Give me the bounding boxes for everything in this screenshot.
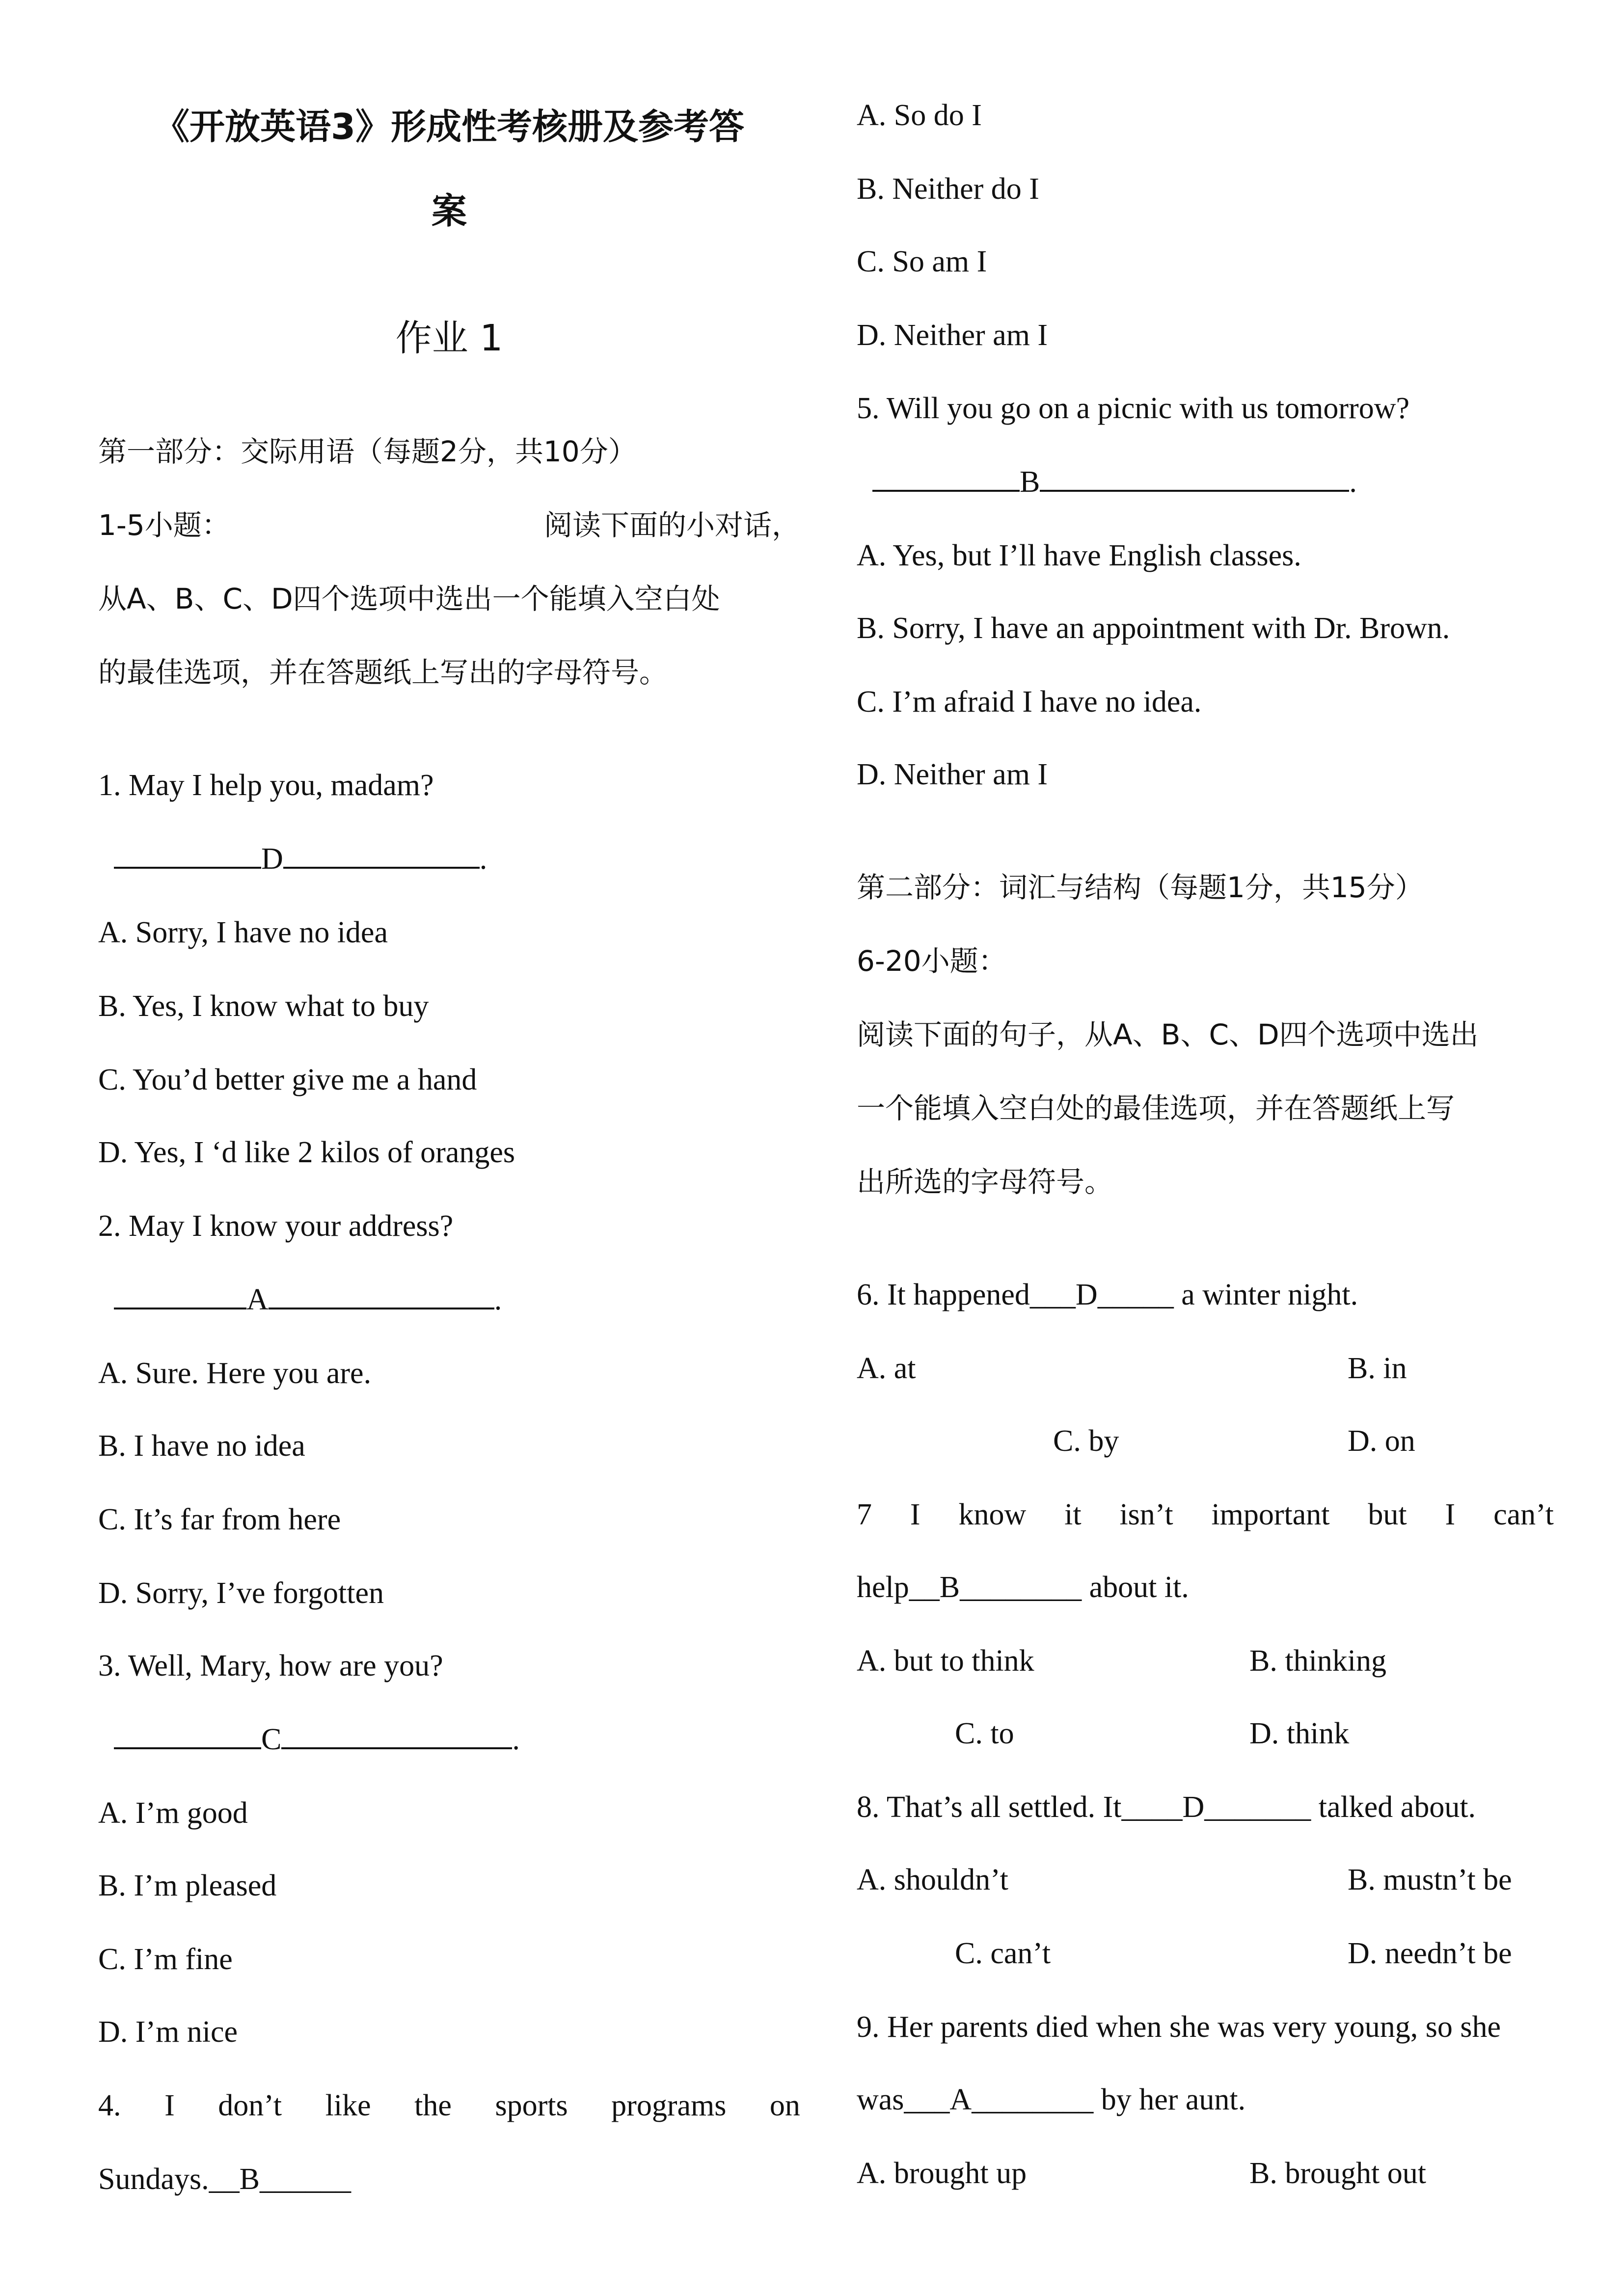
question-7-option-b: B. thinking [1249, 1644, 1387, 1678]
question-9-option-a: A. brought up [857, 2157, 1027, 2190]
question-6-option-a: A. at [857, 1352, 916, 1385]
question-7-word: isn’t [1119, 1498, 1173, 1531]
question-2-answer-line: A . [114, 1280, 502, 1319]
question-4-word: like [325, 2089, 371, 2122]
question-4-option-c: C. So am I [857, 245, 987, 278]
question-1-option-d: D. Yes, I ‘d like 2 kilos of oranges [98, 1136, 515, 1169]
question-7-word: it [1064, 1498, 1082, 1531]
question-3-option-c: C. I’m fine [98, 1943, 233, 1976]
part2-instruction-line3: 出所选的字母符号。 [857, 1165, 1113, 1199]
question-7-word: can’t [1493, 1498, 1554, 1531]
question-7-options-row2 [857, 1714, 1554, 1753]
part1-instruction-line1 [98, 506, 800, 545]
question-5-option-d: D. Neither am I [857, 758, 1048, 791]
question-7-option-c: C. to [955, 1717, 1014, 1750]
question-1-stem: 1. May I help you, madam? [98, 769, 434, 802]
question-4-word: the [414, 2089, 452, 2122]
question-8-option-c: C. can’t [955, 1937, 1051, 1970]
question-1-option-b: B. Yes, I know what to buy [98, 989, 429, 1023]
question-3-option-d: D. I’m nice [98, 2015, 238, 2049]
question-9-option-b: B. brought out [1249, 2157, 1426, 2190]
question-6-options-row2 [857, 1421, 1554, 1461]
question-8-options-row1 [857, 1860, 1554, 1899]
question-6-option-c: C. by [1053, 1424, 1119, 1458]
question-6-option-d: D. on [1348, 1424, 1415, 1458]
assignment-heading: 作业 1 [395, 317, 503, 359]
question-2-option-a: A. Sure. Here you are. [98, 1357, 372, 1390]
question-4-word: sports [495, 2089, 568, 2122]
question-5-answer: B [1020, 465, 1040, 499]
question-3-option-a: A. I’m good [98, 1796, 248, 1830]
part2-instruction-line1: 阅读下面的句子，从A、B、C、D四个选项中选出 [857, 1018, 1479, 1051]
question-4-word: on [769, 2089, 800, 2122]
question-7-word: I [1445, 1498, 1456, 1531]
question-4-option-b: B. Neither do I [857, 172, 1039, 206]
question-4-word: I [164, 2089, 175, 2122]
question-5-option-c: C. I’m afraid I have no idea. [857, 685, 1202, 719]
part2-instruction-line2: 一个能填入空白处的最佳选项，并在答题纸上写 [857, 1092, 1455, 1125]
question-4-word: programs [611, 2089, 727, 2122]
question-8-options-row2 [857, 1934, 1554, 1973]
question-2-option-d: D. Sorry, I’ve forgotten [98, 1576, 384, 1610]
question-9-options-row1 [857, 2154, 1554, 2193]
question-5-answer-line: B . [872, 462, 1357, 502]
question-6-option-b: B. in [1348, 1352, 1407, 1385]
question-7-word: I [910, 1498, 920, 1531]
part1-instruction-line2: 从A、B、C、D四个选项中选出一个能填入空白处 [98, 582, 720, 615]
question-1-answer-line: D . [114, 839, 487, 879]
question-9-stem-continued: was___A________ by her aunt. [857, 2083, 1246, 2116]
question-7-stem [857, 1495, 1554, 1534]
question-4-word: 4. [98, 2089, 121, 2122]
question-3-answer: C [261, 1723, 282, 1756]
question-3-stem: 3. Well, Mary, how are you? [98, 1649, 443, 1682]
question-1-option-a: A. Sorry, I have no idea [98, 916, 388, 949]
question-3-option-b: B. I’m pleased [98, 1869, 277, 1902]
question-8-stem: 8. That’s all settled. It____D_______ talked about. [857, 1790, 1476, 1824]
question-7-option-d: D. think [1249, 1717, 1350, 1750]
question-8-option-d: D. needn’t be [1348, 1937, 1512, 1970]
question-4-option-d: D. Neither am I [857, 319, 1048, 352]
question-2-option-c: C. It’s far from here [98, 1503, 341, 1536]
question-6-stem: 6. It happened___D_____ a winter night. [857, 1278, 1358, 1311]
question-4-option-a: A. So do I [857, 99, 982, 132]
question-8-option-b: B. mustn’t be [1348, 1863, 1512, 1896]
question-7-options-row1 [857, 1641, 1554, 1681]
question-5-option-a: A. Yes, but I’ll have English classes. [857, 539, 1301, 572]
document-title-continued: 案 [431, 190, 467, 232]
document-title: 《开放英语3》形成性考核册及参考答 [154, 106, 745, 147]
part2-range-label: 6-20小题： [857, 944, 1007, 978]
question-5-option-b: B. Sorry, I have an appointment with Dr. Brown. [857, 612, 1450, 645]
question-3-answer-line: C . [114, 1720, 520, 1759]
question-6-options-row1 [857, 1349, 1554, 1388]
question-7-word: but [1368, 1498, 1407, 1531]
part2-heading: 第二部分：词汇与结构（每题1分，共15分） [857, 871, 1424, 904]
part1-range-label: 1-5小题： [98, 508, 230, 542]
question-1-answer: D [261, 842, 283, 876]
part1-instruction-a: 阅读下面的小对话， [543, 508, 800, 542]
question-8-option-a: A. shouldn’t [857, 1863, 1008, 1896]
question-2-stem: 2. May I know your address? [98, 1209, 454, 1243]
question-5-stem: 5. Will you go on a picnic with us tomorrow? [857, 392, 1409, 425]
question-2-answer: A [246, 1283, 269, 1316]
question-2-option-b: B. I have no idea [98, 1429, 305, 1463]
question-7-word: know [958, 1498, 1027, 1531]
question-7-word: 7 [857, 1498, 872, 1531]
question-9-stem: 9. Her parents died when she was very young, so she [857, 2010, 1501, 2044]
question-4-stem [98, 2086, 800, 2125]
question-7-word: important [1211, 1498, 1330, 1531]
part1-heading: 第一部分：交际用语（每题2分，共10分） [98, 435, 637, 468]
question-7-option-a: A. but to think [857, 1644, 1034, 1678]
question-4-word: don’t [218, 2089, 282, 2122]
question-1-option-c: C. You’d better give me a hand [98, 1063, 477, 1096]
question-4-stem-continued: Sundays.__B______ [98, 2163, 351, 2196]
question-7-stem-continued: help__B________ about it. [857, 1571, 1189, 1604]
part1-instruction-line3: 的最佳选项，并在答题纸上写出的字母符号。 [98, 656, 668, 689]
